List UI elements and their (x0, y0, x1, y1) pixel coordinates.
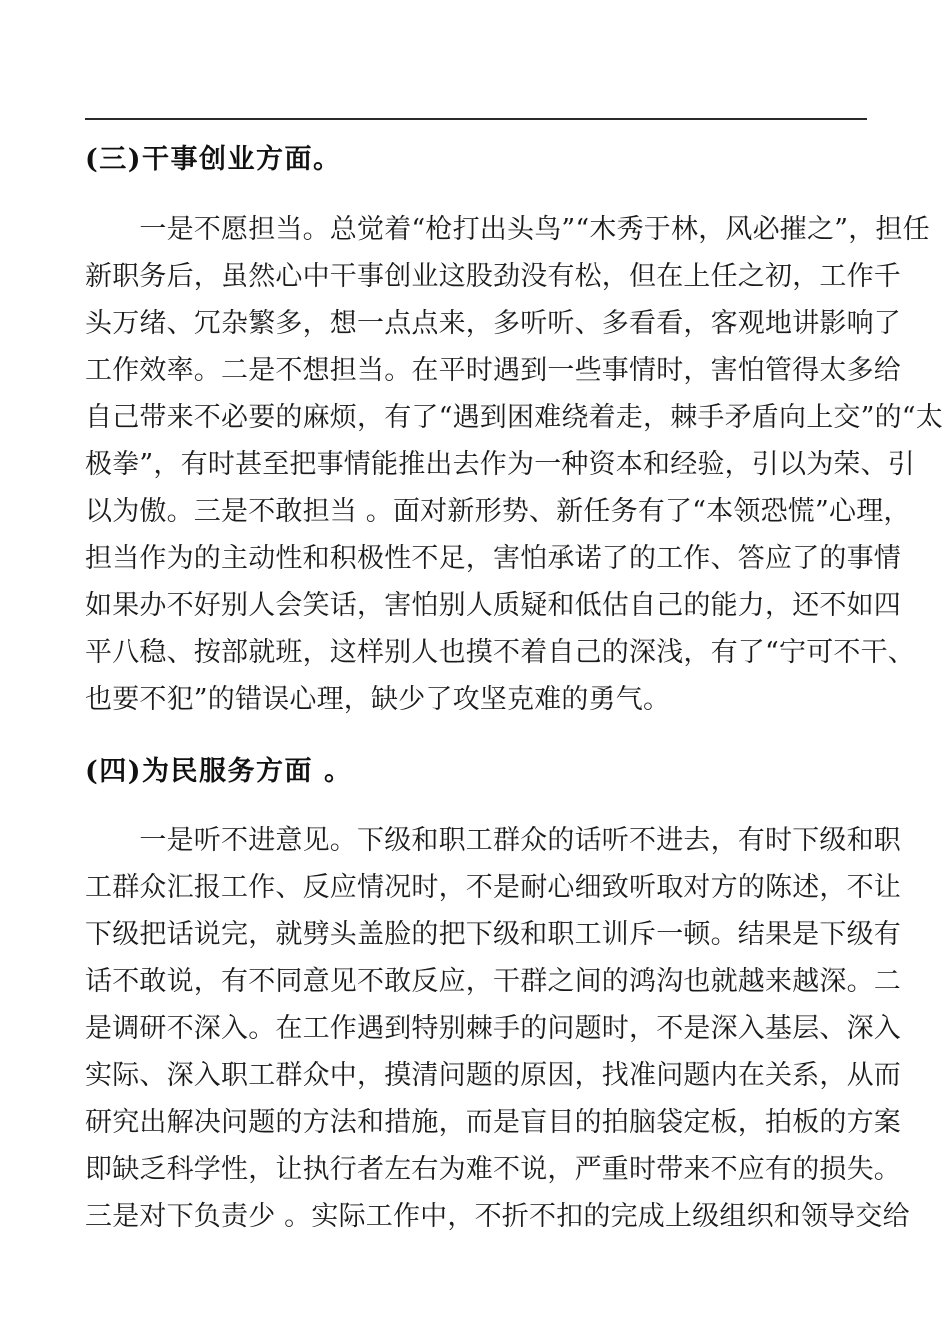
text-line: 一是听不进意见。下级和职工群众的话听不进去，有时下级和职 (85, 825, 901, 856)
text-line: 下级把话说完，就劈头盖脸的把下级和职工训斥一顿。结果是下级有 (85, 919, 901, 950)
text-line: 即缺乏科学性，让执行者左右为难不说，严重时带来不应有的损失。 (85, 1154, 901, 1185)
spacer-after-heading-four (85, 795, 867, 817)
text-line: 三是对下负责少 。实际工作中，不折不扣的完成上级组织和领导交给 (85, 1201, 910, 1232)
section-heading-three: (三)干事创业方面。 (85, 144, 342, 175)
document-content (85, 118, 944, 1240)
text-line: 工作效率。二是不想担当。在平时遇到一些事情时，害怕管得太多给 (85, 355, 901, 386)
text-line: 是调研不深入。在工作遇到特别棘手的问题时，不是深入基层、深入 (85, 1013, 901, 1044)
text-line: 一是不愿担当。总觉着“枪打出头鸟”“木秀于林，风必摧之”，担任 (85, 214, 930, 245)
paragraph-section-three (85, 206, 944, 723)
header-rule-divider (85, 118, 867, 120)
text-line: 研究出解决问题的方法和措施，而是盲目的拍脑袋定板，拍板的方案 (85, 1107, 901, 1138)
spacer-after-heading-three (85, 183, 867, 206)
text-line: 以为傲。三是不敢担当 。面对新形势、新任务有了“本领恐慌”心理， (85, 496, 911, 527)
text-line: 头万绪、冗杂繁多，想一点点来，多听听、多看看，客观地讲影响了 (85, 308, 901, 339)
text-line: 极拳”，有时甚至把事情能推出去作为一种资本和经验，引以为荣、引 (85, 449, 916, 480)
section-heading-four: (四)为民服务方面 。 (85, 756, 353, 787)
text-line: 话不敢说，有不同意见不敢反应，干群之间的鸿沟也就越来越深。二 (85, 966, 901, 997)
text-line: 新职务后，虽然心中干事创业这股劲没有松，但在上任之初，工作千 (85, 261, 901, 292)
paragraph-section-four (85, 817, 910, 1240)
text-line: 平八稳、按部就班，这样别人也摸不着自己的深浅，有了“宁可不干、 (85, 637, 916, 668)
text-line: 工群众汇报工作、反应情况时，不是耐心细致听取对方的陈述，不让 (85, 872, 901, 903)
text-line: 也要不犯”的错误心理，缺少了攻坚克难的勇气。 (85, 684, 671, 715)
text-line: 担当作为的主动性和积极性不足，害怕承诺了的工作、答应了的事情 (85, 543, 901, 574)
text-line: 如果办不好别人会笑话，害怕别人质疑和低估自己的能力，还不如四 (85, 590, 901, 621)
text-line: 自己带来不必要的麻烦，有了“遇到困难绕着走，棘手矛盾向上交”的“太 (85, 402, 944, 433)
text-line: 实际、深入职工群众中，摸清问题的原因，找准问题内在关系，从而 (85, 1060, 901, 1091)
spacer-before-heading-four (85, 723, 867, 748)
